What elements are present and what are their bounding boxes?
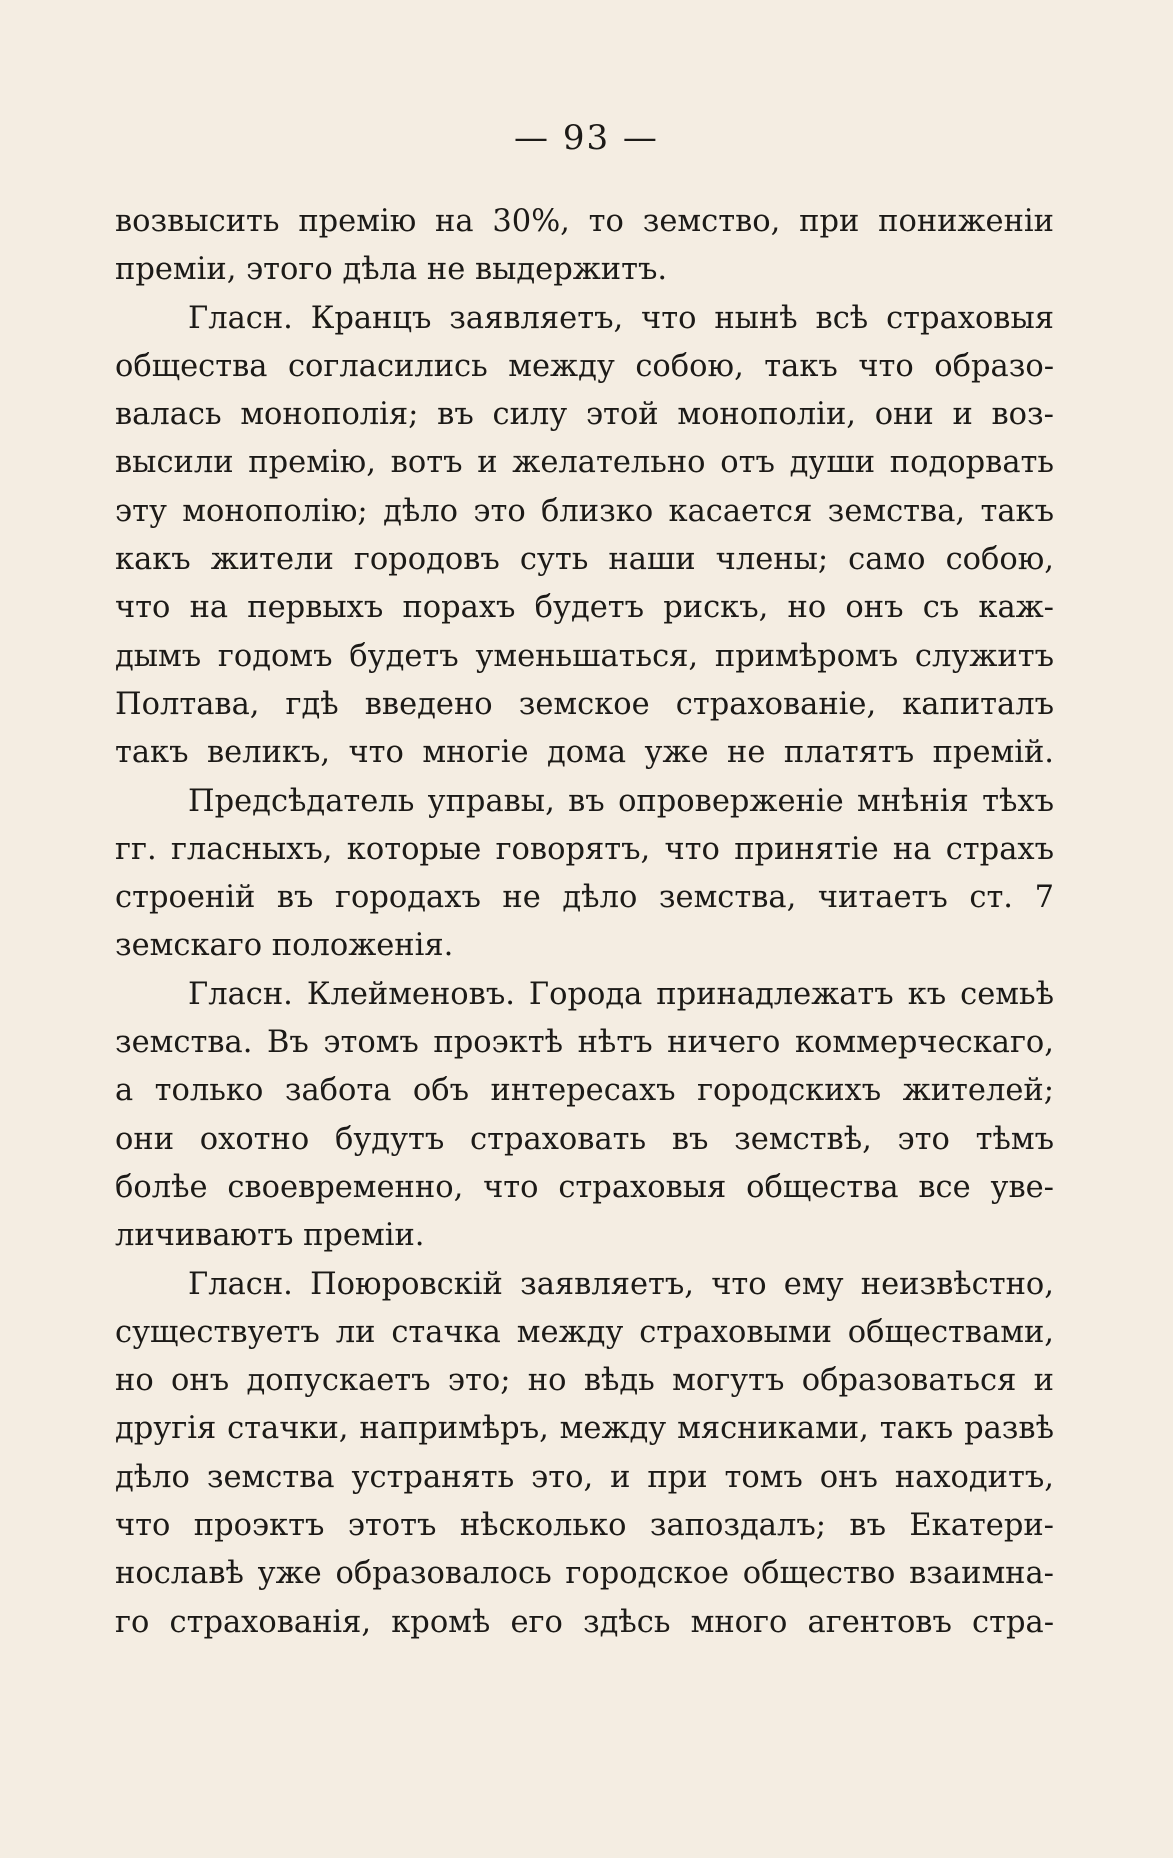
- text-line: возвысить премію на 30%, то земство, при пониженіи: [115, 204, 1054, 239]
- text-line: общества согласились между собою, такъ что образо-: [115, 348, 1054, 384]
- text-line: эту монополію; дѣло это близко касается земства, такъ: [115, 493, 1054, 529]
- text-line: Гласн. Поюровскій заявляетъ, что ему неизвѣстно,: [188, 1266, 1054, 1302]
- text-line: земскаго положенія.: [115, 928, 454, 964]
- text-line: личиваютъ преміи.: [115, 1218, 425, 1254]
- text-line: Гласн. Клейменовъ. Города принадлежатъ къ семьѣ: [188, 976, 1054, 1012]
- text-line: Гласн. Кранцъ заявляетъ, что нынѣ всѣ страховыя: [188, 300, 1054, 336]
- text-line: высили премію, вотъ и желательно отъ души подорвать: [115, 445, 1054, 481]
- text-line: болѣе своевременно, что страховыя общества все уве-: [115, 1169, 1054, 1205]
- text-line: какъ жители городовъ суть наши члены; само собою,: [115, 542, 1054, 578]
- text-line: гг. гласныхъ, которые говорятъ, что принятіе на страхъ: [115, 831, 1054, 867]
- text-line: такъ великъ, что многіе дома уже не платятъ премій.: [115, 735, 1054, 771]
- text-line: другія стачки, напримѣръ, между мясниками, такъ развѣ: [115, 1411, 1054, 1447]
- text-line: нославѣ уже образовалось городское общество взаимна-: [115, 1556, 1054, 1592]
- text-line: строеній въ городахъ не дѣло земства, читаетъ ст. 7: [115, 880, 1054, 916]
- text-line: го страхованія, кромѣ его здѣсь много агентовъ стра-: [115, 1604, 1054, 1640]
- text-line: Полтава, гдѣ введено земское страхованіе, капиталъ: [115, 686, 1054, 722]
- text-line: дѣло земства устранять это, и при томъ онъ находитъ,: [115, 1459, 1054, 1495]
- text-line: преміи, этого дѣла не выдержитъ.: [115, 252, 668, 288]
- text-line: но онъ допускаетъ это; но вѣдь могутъ образоваться и: [115, 1363, 1054, 1399]
- text-line: земства. Въ этомъ проэктѣ нѣтъ ничего коммерческаго,: [115, 1025, 1054, 1061]
- text-line: Предсѣдатель управы, въ опроверженіе мнѣнія тѣхъ: [188, 783, 1054, 819]
- text-line: дымъ годомъ будетъ уменьшаться, примѣромъ служитъ: [115, 638, 1054, 674]
- text-line: что проэктъ этотъ нѣсколько запоздалъ; въ Екатери-: [115, 1508, 1054, 1544]
- page-number: — 93 —: [514, 118, 659, 158]
- text-line: они охотно будутъ страховать въ земствѣ, это тѣмъ: [115, 1121, 1054, 1157]
- text-line: что на первыхъ порахъ будетъ рискъ, но онъ съ каж-: [115, 590, 1054, 626]
- text-line: существуетъ ли стачка между страховыми обществами,: [115, 1314, 1054, 1350]
- text-line: а только забота объ интересахъ городскихъ жителей;: [115, 1073, 1054, 1109]
- body-text: [115, 198, 1054, 1647]
- text-line: валась монополія; въ силу этой монополіи, они и воз-: [115, 397, 1054, 433]
